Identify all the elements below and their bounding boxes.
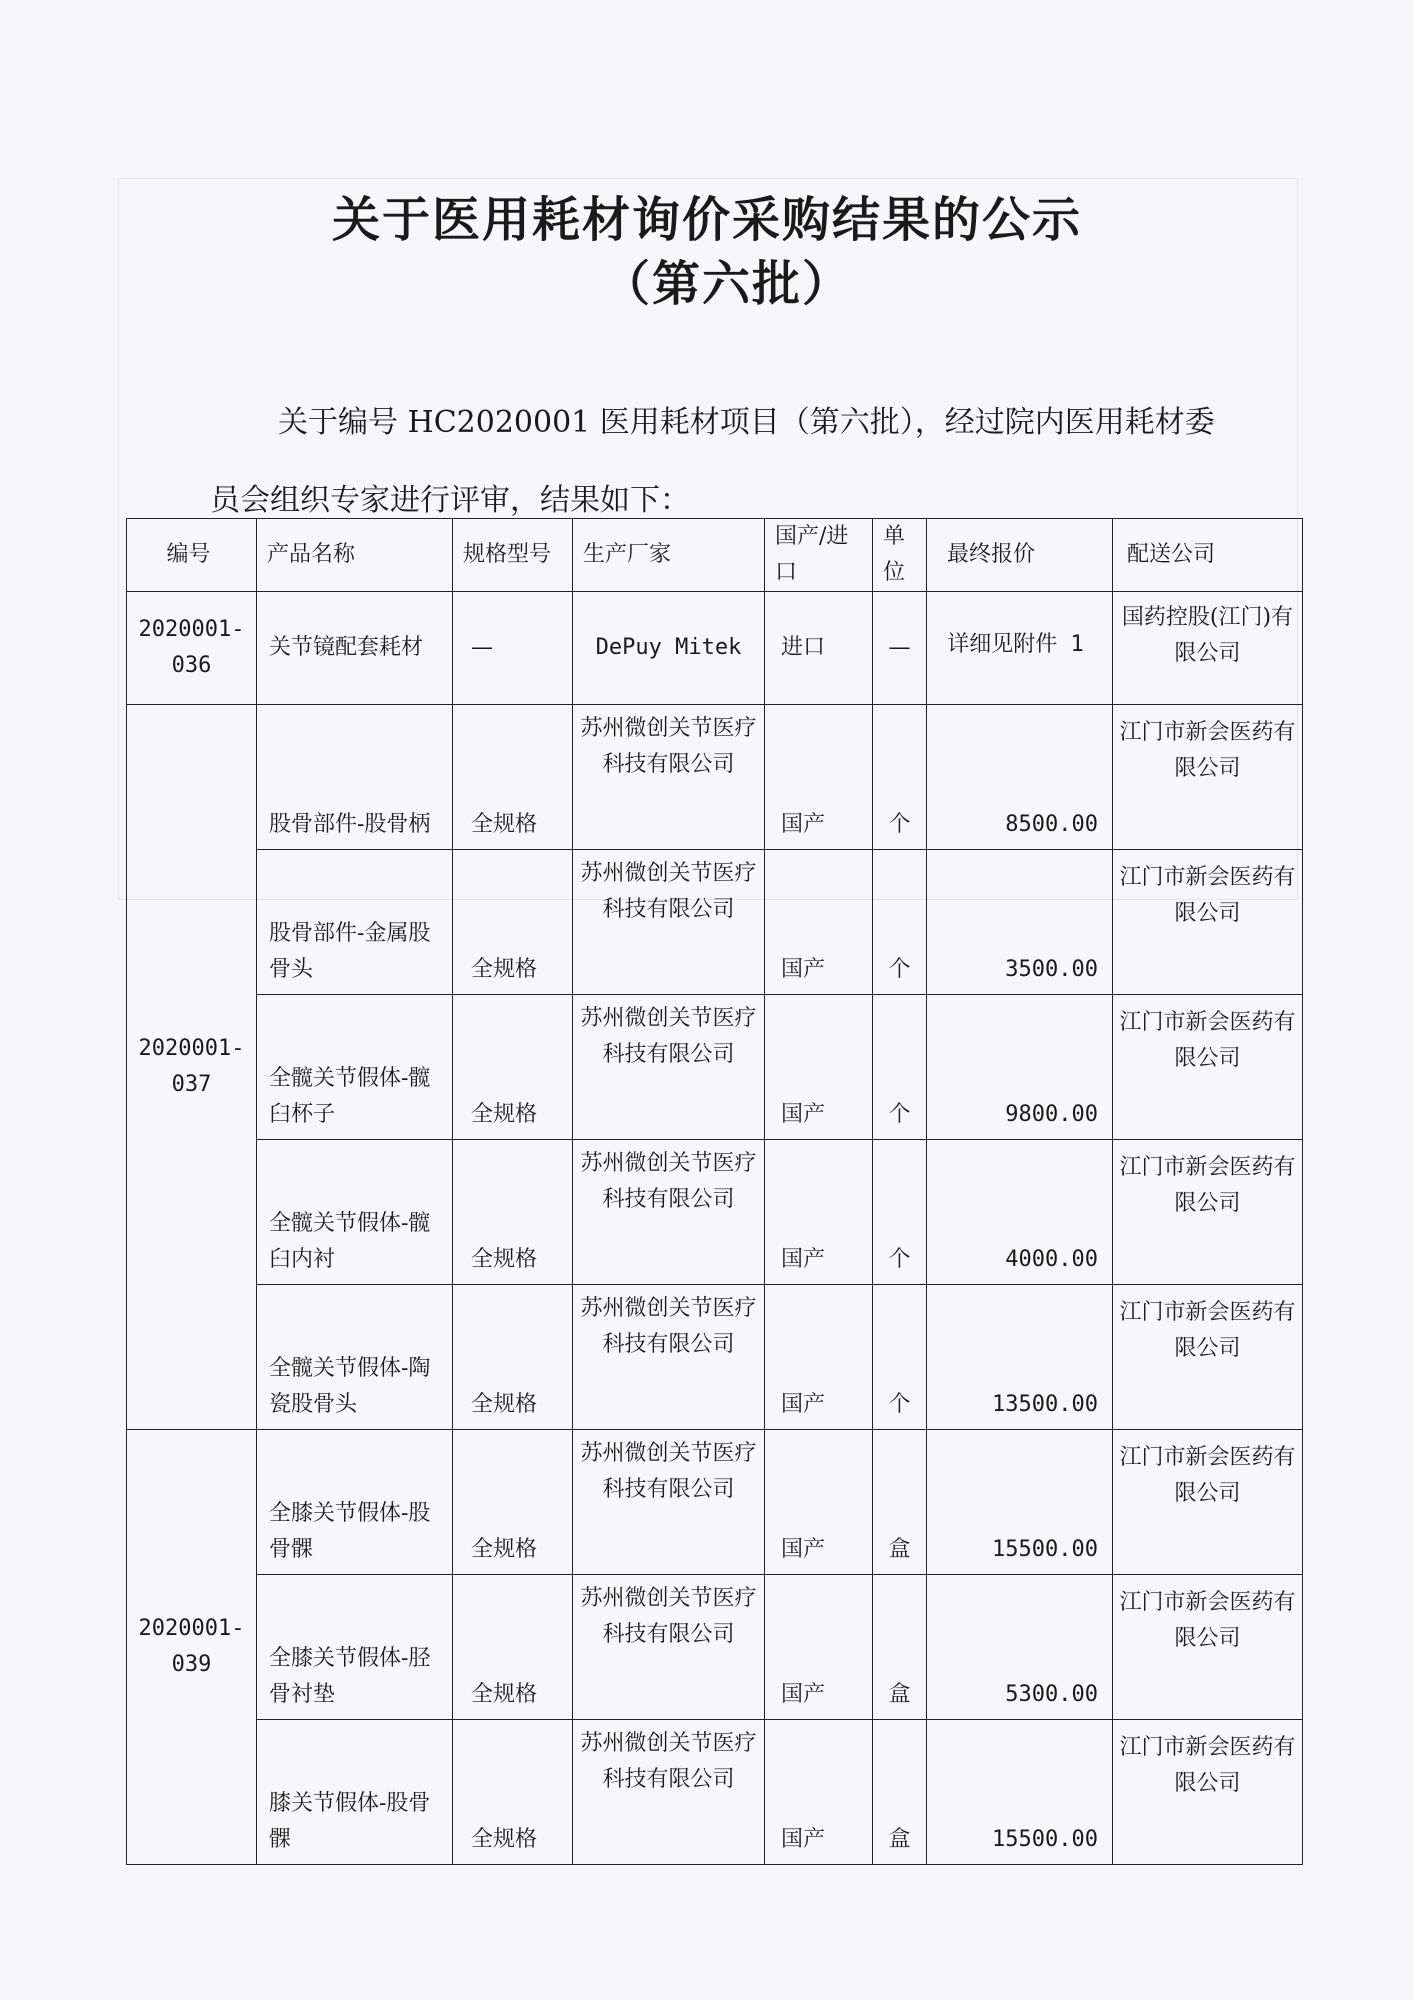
header-spec: 规格型号 (453, 519, 573, 592)
origin-cell: 国产 (765, 1575, 873, 1720)
price-cell: 3500.00 (927, 850, 1113, 995)
manufacturer-cell: 苏州微创关节医疗科技有限公司 (573, 705, 765, 850)
origin-cell: 国产 (765, 850, 873, 995)
manufacturer-cell: 苏州微创关节医疗科技有限公司 (573, 1140, 765, 1285)
spec-cell: 全规格 (453, 705, 573, 850)
supplier-cell: 江门市新会医药有限公司 (1113, 1285, 1303, 1430)
price-cell: 15500.00 (927, 1720, 1113, 1865)
table-header-row (127, 519, 1303, 592)
price-cell: 15500.00 (927, 1430, 1113, 1575)
supplier-cell: 江门市新会医药有限公司 (1113, 995, 1303, 1140)
item-id-cell: 2020001-039 (127, 1430, 257, 1865)
supplier-cell: 江门市新会医药有限公司 (1113, 1575, 1303, 1720)
manufacturer-cell: 苏州微创关节医疗科技有限公司 (573, 1285, 765, 1430)
price-cell: 8500.00 (927, 705, 1113, 850)
manufacturer-cell: 苏州微创关节医疗科技有限公司 (573, 1720, 765, 1865)
item-id-cell: 2020001-037 (127, 705, 257, 1430)
origin-cell: 国产 (765, 705, 873, 850)
table-row (127, 705, 1303, 850)
spec-cell: — (453, 592, 573, 705)
table-row (127, 1575, 1303, 1720)
supplier-cell: 江门市新会医药有限公司 (1113, 1430, 1303, 1575)
supplier-cell: 江门市新会医药有限公司 (1113, 1720, 1303, 1865)
table-row (127, 1285, 1303, 1430)
title-line-2: （第六批） (601, 256, 852, 312)
manufacturer-cell: 苏州微创关节医疗科技有限公司 (573, 850, 765, 995)
unit-cell: 盒 (873, 1575, 927, 1720)
price-cell: 4000.00 (927, 1140, 1113, 1285)
unit-cell: — (873, 592, 927, 705)
unit-cell: 个 (873, 1285, 927, 1430)
manufacturer-cell: DePuy Mitek (573, 592, 765, 705)
spec-cell: 全规格 (453, 1430, 573, 1575)
unit-cell: 个 (873, 1140, 927, 1285)
product-name-cell: 全髋关节假体-髋臼杯子 (257, 995, 453, 1140)
header-supplier: 配送公司 (1113, 519, 1303, 592)
header-price: 最终报价 (927, 519, 1113, 592)
origin-cell: 国产 (765, 1285, 873, 1430)
price-cell: 5300.00 (927, 1575, 1113, 1720)
manufacturer-cell: 苏州微创关节医疗科技有限公司 (573, 1575, 765, 1720)
product-name-cell: 全髋关节假体-陶瓷股骨头 (257, 1285, 453, 1430)
product-name-cell: 膝关节假体-股骨髁 (257, 1720, 453, 1865)
origin-cell: 国产 (765, 995, 873, 1140)
table-row (127, 592, 1303, 705)
table-row (127, 995, 1303, 1140)
spec-cell: 全规格 (453, 1140, 573, 1285)
price-cell: 详细见附件 1 (927, 592, 1113, 705)
spec-cell: 全规格 (453, 1285, 573, 1430)
intro-paragraph: 关于编号 HC2020001 医用耗材项目（第六批），经过院内医用耗材委员会组织专家进行评审，结果如下： (210, 405, 1215, 518)
title-line-1: 关于医用耗材询价采购结果的公示 (331, 192, 1082, 248)
spec-cell: 全规格 (453, 850, 573, 995)
origin-cell: 国产 (765, 1430, 873, 1575)
header-id: 编号 (127, 519, 257, 592)
origin-cell: 国产 (765, 1140, 873, 1285)
item-id-cell: 2020001-036 (127, 592, 257, 705)
product-name-cell: 全髋关节假体-髋臼内衬 (257, 1140, 453, 1285)
origin-cell: 国产 (765, 1720, 873, 1865)
product-name-cell: 股骨部件-金属股骨头 (257, 850, 453, 995)
product-name-cell: 全膝关节假体-胫骨衬垫 (257, 1575, 453, 1720)
supplier-cell: 江门市新会医药有限公司 (1113, 1140, 1303, 1285)
header-unit: 单位 (873, 519, 927, 592)
results-table (126, 518, 1303, 1865)
unit-cell: 盒 (873, 1430, 927, 1575)
unit-cell: 个 (873, 995, 927, 1140)
supplier-cell: 江门市新会医药有限公司 (1113, 705, 1303, 850)
price-cell: 13500.00 (927, 1285, 1113, 1430)
unit-cell: 个 (873, 705, 927, 850)
supplier-cell: 江门市新会医药有限公司 (1113, 850, 1303, 995)
manufacturer-cell: 苏州微创关节医疗科技有限公司 (573, 1430, 765, 1575)
unit-cell: 盒 (873, 1720, 927, 1865)
manufacturer-cell: 苏州微创关节医疗科技有限公司 (573, 995, 765, 1140)
table-row (127, 1430, 1303, 1575)
page-title (0, 188, 1414, 316)
product-name-cell: 关节镜配套耗材 (257, 592, 453, 705)
spec-cell: 全规格 (453, 1575, 573, 1720)
header-manufacturer: 生产厂家 (573, 519, 765, 592)
table-row (127, 1720, 1303, 1865)
origin-cell: 进口 (765, 592, 873, 705)
header-name: 产品名称 (257, 519, 453, 592)
table-body (127, 592, 1303, 1865)
spec-cell: 全规格 (453, 1720, 573, 1865)
unit-cell: 个 (873, 850, 927, 995)
table-row (127, 1140, 1303, 1285)
product-name-cell: 全膝关节假体-股骨髁 (257, 1430, 453, 1575)
header-origin: 国产/进口 (765, 519, 873, 592)
price-cell: 9800.00 (927, 995, 1113, 1140)
product-name-cell: 股骨部件-股骨柄 (257, 705, 453, 850)
spec-cell: 全规格 (453, 995, 573, 1140)
table-row (127, 850, 1303, 995)
supplier-cell: 国药控股(江门)有限公司 (1113, 592, 1303, 705)
